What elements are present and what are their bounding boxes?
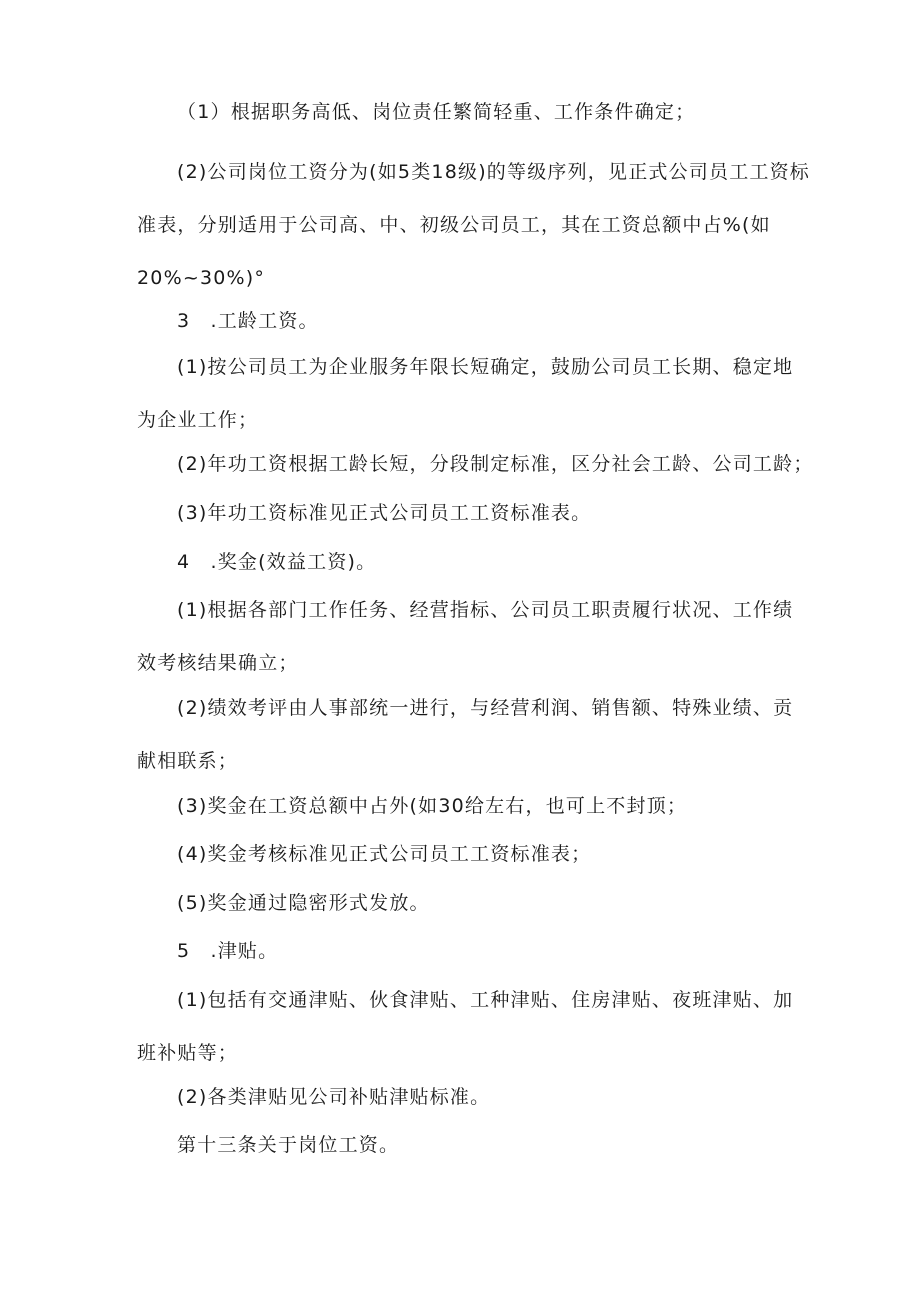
paragraph-line: 献相联系； xyxy=(137,750,239,772)
paragraph-line: (5)奖金通过隐密形式发放。 xyxy=(177,892,430,914)
paragraph-line: (1)根据各部门工作任务、经营指标、公司员工职责履行状况、工作绩 xyxy=(177,599,794,621)
paragraph-line: (1)包括有交通津贴、伙食津贴、工种津贴、住房津贴、夜班津贴、加 xyxy=(177,989,794,1011)
paragraph-6 xyxy=(137,487,797,540)
paragraph-2 xyxy=(137,146,811,305)
paragraph-8 xyxy=(137,584,797,690)
paragraph-4 xyxy=(137,341,797,447)
paragraph-1 xyxy=(137,86,797,139)
paragraph-line: （1）根据职务高低、岗位责任繁简轻重、工作条件确定； xyxy=(177,101,696,123)
paragraph-line: 20%~30%)° xyxy=(137,267,266,289)
section-heading: 4 .奖金(效益工资)。 xyxy=(177,551,377,573)
paragraph-line: (3)年功工资标准见正式公司员工工资标准表。 xyxy=(177,502,592,524)
paragraph-line: (4)奖金考核标准见正式公司员工工资标准表； xyxy=(177,843,592,865)
paragraph-5 xyxy=(137,438,814,491)
paragraph-9 xyxy=(137,682,797,788)
section-heading: 3 .工龄工资。 xyxy=(177,310,319,332)
paragraph-line: (2)公司岗位工资分为(如5类18级)的等级序列，见正式公司员工工资标 xyxy=(177,161,811,183)
section-heading: 5 .津贴。 xyxy=(177,940,279,962)
paragraph-line: (2)各类津贴见公司补贴津贴标准。 xyxy=(177,1086,491,1108)
paragraph-line: (2)绩效考评由人事部统一进行，与经营利润、销售额、特殊业绩、贡 xyxy=(177,697,794,719)
paragraph-13 xyxy=(137,925,797,978)
paragraph-15 xyxy=(137,1071,797,1124)
paragraph-line: 准表，分别适用于公司高、中、初级公司员工，其在工资总额中占%(如 xyxy=(137,214,771,236)
article-heading: 第十三条关于岗位工资。 xyxy=(177,1134,400,1156)
paragraph-line: 为企业工作； xyxy=(137,409,259,431)
paragraph-16 xyxy=(137,1119,797,1172)
paragraph-line: (3)奖金在工资总额中占外(如30给左右，也可上不封顶； xyxy=(177,795,688,817)
paragraph-14 xyxy=(137,974,797,1080)
paragraph-line: 班补贴等； xyxy=(137,1042,239,1064)
paragraph-10 xyxy=(137,780,797,833)
paragraph-line: 效考核结果确立； xyxy=(137,652,299,674)
paragraph-7 xyxy=(137,536,797,589)
paragraph-11 xyxy=(137,828,797,881)
paragraph-line: (2)年功工资根据工龄长短，分段制定标准，区分社会工龄、公司工龄； xyxy=(177,453,814,475)
paragraph-line: (1)按公司员工为企业服务年限长短确定，鼓励公司员工长期、稳定地 xyxy=(177,356,794,378)
paragraph-12 xyxy=(137,877,797,930)
